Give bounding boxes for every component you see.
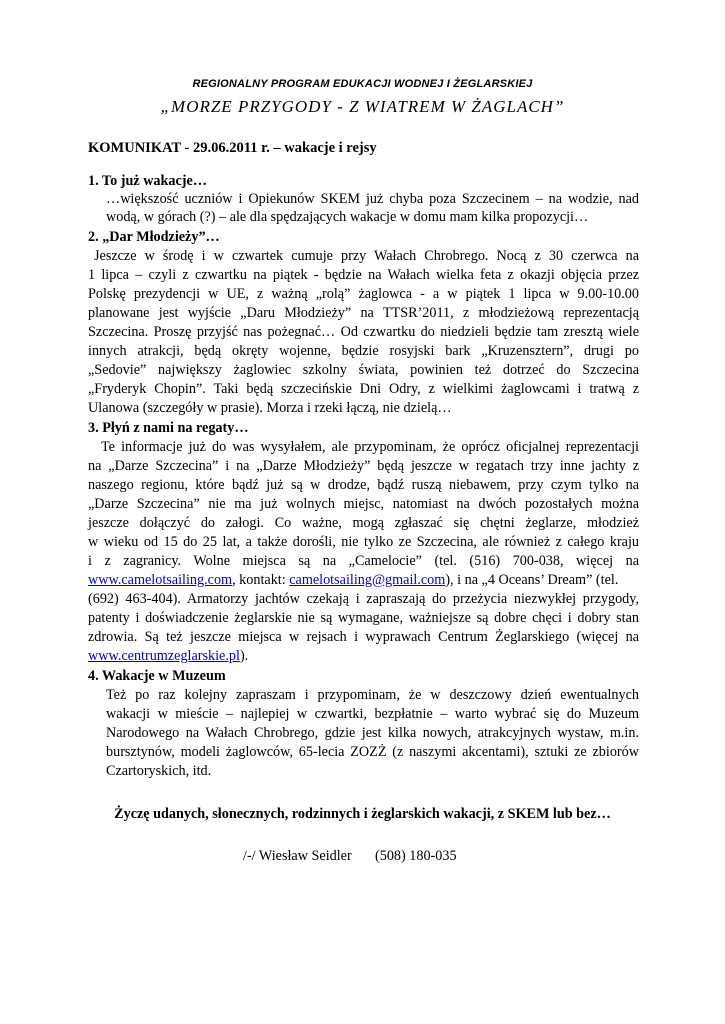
section-3-last-line	[88, 648, 248, 665]
section-2-heading: 2. „Dar Młodzieży”…	[88, 229, 220, 245]
section-3-line: i z zagranicy. Wolne miejsca są na „Camelocie” (tel. (516) 700-038, więcej na	[88, 553, 639, 569]
section-2-line: Szczecina. Proszę przyjść nas pożegnać… Od czwartku do niedzieli będzie tam zresztą wiele	[88, 324, 639, 340]
section-3-line: w wieku od 15 do 25 lat, a także dorośli, nie tylko ze Szczecina, ale również z całego kraju	[88, 534, 639, 550]
section-4-line: Narodowego na Wałach Chrobrego, gdzie jest kilka nowych, atrakcyjnych wystaw, m.in.	[106, 725, 639, 741]
section-2-line: „Sedovie” największy żaglowiec szkolny świata, powinien też dotrzeć do Szczecina	[88, 362, 639, 378]
document-title: KOMUNIKAT - 29.06.2011 r. – wakacje i rejsy	[88, 140, 377, 156]
signature-name: /-/ Wiesław Seidler	[243, 848, 352, 864]
last-tail: ).	[239, 648, 249, 664]
section-3-line: „Darze Szczecina” nie ma już wolnych miejsc, natomiast na dwóch pozostałych można	[88, 496, 639, 512]
section-3-line: patenty i doświadczenie żeglarskie nie są wymagane, ważniejsze są dobre chęci i dobry stan	[88, 610, 639, 626]
section-2-line: 1 lipca – czyli z czwartku na piątek - będzie na Wałach wielka feta z okazji objęcia przez	[88, 267, 639, 283]
section-2-line: Jeszcze w środę i w czwartek cumuje przy Wałach Chrobrego. Nocą z 30 czerwca na	[94, 248, 639, 264]
section-3-line: (692) 463-404). Armatorzy jachtów czekają i zapraszają do przeżycia niezwykłej przygody,	[88, 591, 639, 607]
section-4-line: wakacji w mieście – najlepiej w czwartki, bezpłatnie – warto wybrać się do Muzeum	[106, 706, 639, 722]
program-header: REGIONALNY PROGRAM EDUKACJI WODNEJ I ŻEGLARSKIEJ	[192, 78, 533, 90]
motto-header: „MORZE PRZYGODY - Z WIATREM W ŻAGLACH”	[160, 97, 565, 116]
contact-rest: ), i na „4 Oceans’ Dream” (tel.	[445, 572, 619, 588]
section-2-line: Ulanowa (szczegóły w prasie). Morza i rzeki łączą, nie dzielą…	[88, 400, 452, 416]
section-3-line: naszego regionu, które bądź już są w drodze, bądź ruszą niebawem, przy czym tylko na	[88, 477, 639, 493]
camelot-website-link[interactable]: www.camelotsailing.com	[88, 572, 233, 588]
section-4-line: Czartoryskich, itd.	[106, 763, 212, 779]
section-1-heading: 1. To już wakacje…	[88, 173, 208, 189]
section-4-heading: 4. Wakacje w Muzeum	[88, 668, 226, 684]
section-3-line: na „Darze Szczecina” i na „Darze Młodzieży” będą jeszcze w regatach trzy inne jachty z	[88, 458, 639, 474]
signature-phone: (508) 180-035	[375, 848, 457, 864]
section-2-line: „Fryderyk Chopin”. Taki będą szczecińskie Dni Odry, z wielkimi żaglowcami i tratwą z	[88, 381, 639, 397]
section-2-line: Polskę prezydencji w UE, z ważną „rolą” żaglowca - a w piątek 1 lipca w 9.00-10.00	[88, 286, 639, 302]
centrum-website-link[interactable]: www.centrumzeglarskie.pl	[88, 648, 240, 664]
camelot-email-link[interactable]: camelotsailing@gmail.com	[289, 572, 446, 588]
closing-wishes: Życzę udanych, słonecznych, rodzinnych i żeglarskich wakacji, z SKEM lub bez…	[114, 806, 611, 822]
section-1-line: wodą, w górach (?) – ale dla spędzających wakacje w domu mam kilka propozycji…	[106, 209, 589, 225]
section-3-line: zdrowia. Są też jeszcze miejsca w rejsach i wyprawach Centrum Żeglarskiego (więcej na	[88, 629, 639, 645]
section-3-contact-line	[88, 572, 618, 589]
section-3-line: Te informacje już do was wysyłałem, ale przypominam, że oprócz oficjalnej reprezentacji	[101, 439, 639, 455]
section-1-line: …większość uczniów i Opiekunów SKEM już chyba poza Szczecinem – na wodzie, nad	[106, 191, 639, 207]
section-2-line: innych atrakcji, będą okręty wojenne, będzie rosyjski bark „Kruzensztern”, drugi po	[88, 343, 639, 359]
section-3-line: jeszcze dołączyć do załogi. Co ważne, mogą zgłaszać się chętni żeglarze, młodzież	[88, 515, 639, 531]
contact-label: , kontakt:	[232, 572, 290, 588]
section-2-line: planowane jest wyjście „Daru Młodzieży” na TTSR’2011, z młodzieżową reprezentacją	[88, 305, 639, 321]
section-4-line: Też po raz kolejny zapraszam i przypominam, że w deszczowy dzień ewentualnych	[106, 687, 639, 703]
section-3-heading: 3. Płyń z nami na regaty…	[88, 420, 249, 436]
section-4-line: bursztynów, modeli żaglowców, 65-lecia ZOZŻ (z naszymi akcentami), sztuki ze zbiorów	[106, 744, 639, 760]
